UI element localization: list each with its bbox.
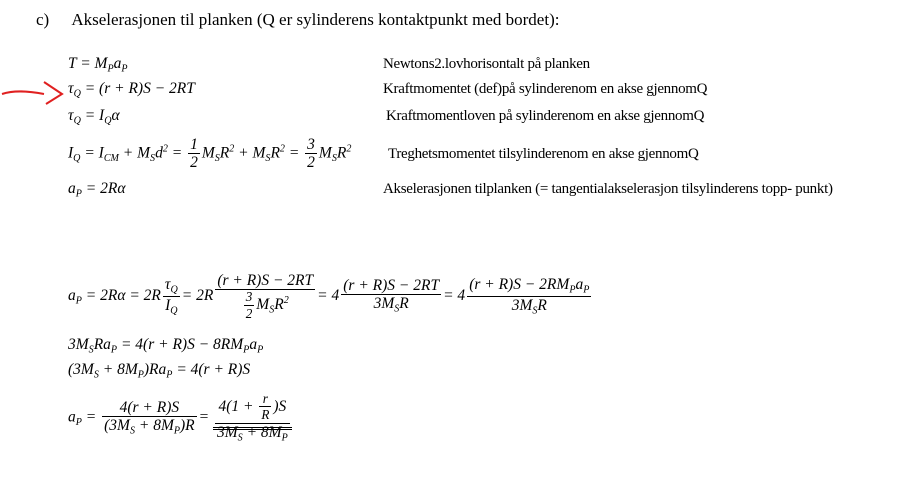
desc-moment-of-inertia: Treghetsmomentet tilsylinderenom en akse gjennomQ	[388, 146, 699, 162]
red-arrow-annotation	[0, 72, 70, 112]
desc-plank-acceleration: Akselerasjonen tilplanken (= tangentialakselerasjon tilsylinderens topp- punkt)	[383, 181, 833, 197]
equation-derivation-2: $3M_SRa_P = 4(r + R)S - 8RM_Pa_P$	[68, 336, 264, 356]
equation-derivation-3: $(3M_S + 8M_P)Ra_P = 4(r + R)S$	[68, 361, 251, 381]
equation-plank-acceleration: $a_P = 2R\alpha$	[68, 180, 126, 200]
equation-torque-def: $\tau_Q = (r + R)S - 2RT$	[68, 80, 195, 100]
desc-torque-def: Kraftmomentet (def)på sylinderenom en akse gjennomQ	[383, 81, 708, 97]
equation-newton: $T = M_Pa_P$	[68, 55, 128, 75]
boxed-answer: 4(1 + $\frac{r}{R}$ )S $3M_S + 8M_P$	[213, 408, 292, 430]
equation-moment-of-inertia: $I_Q = I_{CM} + M_Sd^2$ = $\frac{1}{2}$ $M_SR^2 + M_SR^2$ = $\frac{3}{2}$ $M_SR^2$	[68, 136, 352, 172]
equation-derivation-1: $a_P = 2R\alpha = 2R$ $\frac{\tau_Q}{I_Q}$ = 2R (r + R)S − 2RT $\frac{3}{2}$ $M_SR^2$ = 4 $\frac{(r + R)S - 2RT}{3M_SR}$ = 4 $\frac{(r + R)S - 2RM_Pa_P}{3M_SR}$	[68, 272, 590, 321]
desc-newton: Newtons2.lovhorisontalt på planken	[383, 56, 590, 72]
desc-torque-law: Kraftmomentloven på sylinderenom en akse gjennomQ	[386, 108, 705, 124]
section-heading	[36, 10, 559, 30]
section-title: Akselerasjonen til planken (Q er sylinderens kontaktpunkt med bordet):	[71, 10, 560, 29]
equation-torque-law: $\tau_Q = I_Q\alpha$	[68, 107, 120, 127]
equation-final-result: $a_P$ = $\frac{4(r + R)S}{(3M_S + 8M_P)R}$ = 4(1 + $\frac{r}{R}$ )S $3M_S + 8M_P$	[68, 392, 292, 444]
section-label: c)	[36, 10, 50, 29]
